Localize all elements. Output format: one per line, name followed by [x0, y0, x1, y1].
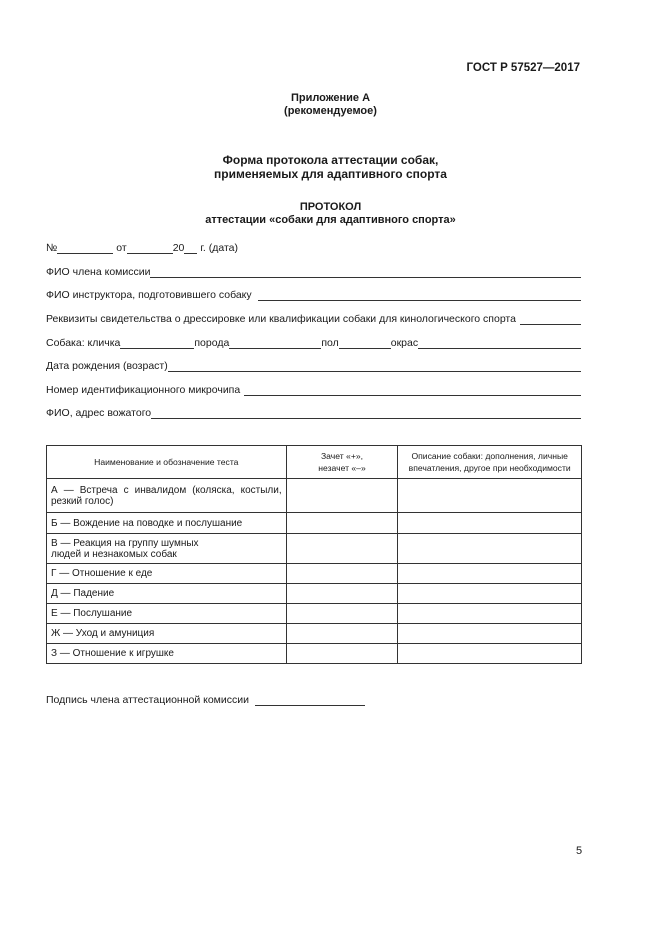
description-cell[interactable] — [398, 513, 582, 534]
table-row — [47, 624, 582, 644]
instructor-line[interactable] — [258, 288, 581, 301]
page-number: 5 — [576, 845, 583, 857]
test-name-cell: А — Встреча с инвалидом (коляска, костыли, резкий голос) — [47, 479, 287, 513]
day-month-line[interactable] — [127, 241, 173, 254]
description-cell[interactable] — [398, 534, 582, 564]
protocol-title: ПРОТОКОЛ — [299, 201, 362, 213]
description-cell[interactable] — [398, 479, 582, 513]
birth-date-line[interactable] — [168, 359, 581, 372]
number-line[interactable] — [57, 241, 113, 254]
microchip-label: Номер идентификационного микрочипа — [46, 384, 241, 396]
test-name-cell: Д — Падение — [47, 584, 287, 604]
breed-line[interactable] — [229, 336, 321, 349]
table-header-row — [47, 446, 582, 479]
form-title-line1: Форма протокола аттестации собак, — [222, 153, 439, 167]
commission-member-label: ФИО члена комиссии — [46, 266, 151, 278]
header-test-name: Наименование и обозначение теста — [47, 446, 287, 479]
instructor-row — [46, 285, 581, 301]
test-name-cell: З — Отношение к игрушке — [47, 644, 287, 664]
header-pass-fail: Зачет «+», незачет «–» — [286, 446, 398, 479]
birth-date-row — [46, 356, 581, 372]
table-row — [47, 534, 582, 564]
description-cell[interactable] — [398, 584, 582, 604]
handler-row — [46, 403, 581, 419]
annex-subtitle: (рекомендуемое) — [284, 105, 377, 117]
from-label: от — [116, 242, 127, 254]
certificate-label: Реквизиты свидетельства о дрессировке или квалификации собаки для кинологического спорта — [46, 313, 516, 325]
microchip-row — [46, 380, 581, 396]
test-name-cell: Е — Послушание — [47, 604, 287, 624]
table-row — [47, 604, 582, 624]
signature-row — [46, 693, 365, 706]
signature-line[interactable] — [255, 693, 365, 706]
document-code: ГОСТ Р 57527—2017 — [466, 62, 580, 74]
description-cell[interactable] — [398, 564, 582, 584]
tests-table — [46, 445, 582, 664]
pass-fail-cell[interactable] — [286, 644, 398, 664]
breed-label: порода — [194, 337, 230, 349]
form-title-line2: применяемых для адаптивного спорта — [214, 167, 447, 181]
table-row — [47, 644, 582, 664]
commission-member-line[interactable] — [150, 265, 581, 278]
number-date-row — [46, 238, 238, 254]
protocol-subtitle: аттестации «собаки для адаптивного спорта» — [205, 214, 456, 226]
signature-label: Подпись члена аттестационной комиссии — [46, 694, 249, 706]
pass-fail-cell[interactable] — [286, 584, 398, 604]
test-name-cell: Б — Вождение на поводке и послушание — [47, 513, 287, 534]
description-cell[interactable] — [398, 624, 582, 644]
sex-line[interactable] — [339, 336, 391, 349]
test-name-cell: Г — Отношение к еде — [47, 564, 287, 584]
test-name-cell: Ж — Уход и амуниция — [47, 624, 287, 644]
dog-row — [46, 333, 581, 349]
header-description: Описание собаки: дополнения, личные впечатления, другое при необходимости — [398, 446, 582, 479]
color-label: окрас — [390, 337, 419, 349]
pass-fail-cell[interactable] — [286, 534, 398, 564]
pass-fail-cell[interactable] — [286, 513, 398, 534]
certificate-row — [46, 309, 581, 325]
pass-fail-cell[interactable] — [286, 479, 398, 513]
year-label: 20 — [172, 242, 185, 254]
year-line[interactable] — [184, 241, 197, 254]
certificate-line[interactable] — [520, 312, 581, 325]
annex-title: Приложение А — [290, 92, 371, 104]
table-row — [47, 564, 582, 584]
dog-name-line[interactable] — [120, 336, 194, 349]
pass-fail-cell[interactable] — [286, 604, 398, 624]
color-line[interactable] — [418, 336, 581, 349]
date-label: г. (дата) — [200, 242, 239, 254]
description-cell[interactable] — [398, 644, 582, 664]
table-row — [47, 584, 582, 604]
handler-line[interactable] — [151, 406, 581, 419]
instructor-label: ФИО инструктора, подготовившего собаку — [46, 289, 252, 301]
pass-fail-cell[interactable] — [286, 624, 398, 644]
table-row — [47, 479, 582, 513]
test-name-cell: В — Реакция на группу шумных людей и незнакомых собак — [47, 534, 287, 564]
commission-member-row — [46, 262, 581, 278]
description-cell[interactable] — [398, 604, 582, 624]
pass-fail-cell[interactable] — [286, 564, 398, 584]
table-row — [47, 513, 582, 534]
birth-date-label: Дата рождения (возраст) — [46, 360, 168, 372]
sex-label: пол — [321, 337, 339, 349]
microchip-line[interactable] — [244, 383, 581, 396]
handler-label: ФИО, адрес вожатого — [46, 407, 152, 419]
number-label: № — [46, 242, 58, 254]
dog-name-label: Собака: кличка — [46, 337, 121, 349]
